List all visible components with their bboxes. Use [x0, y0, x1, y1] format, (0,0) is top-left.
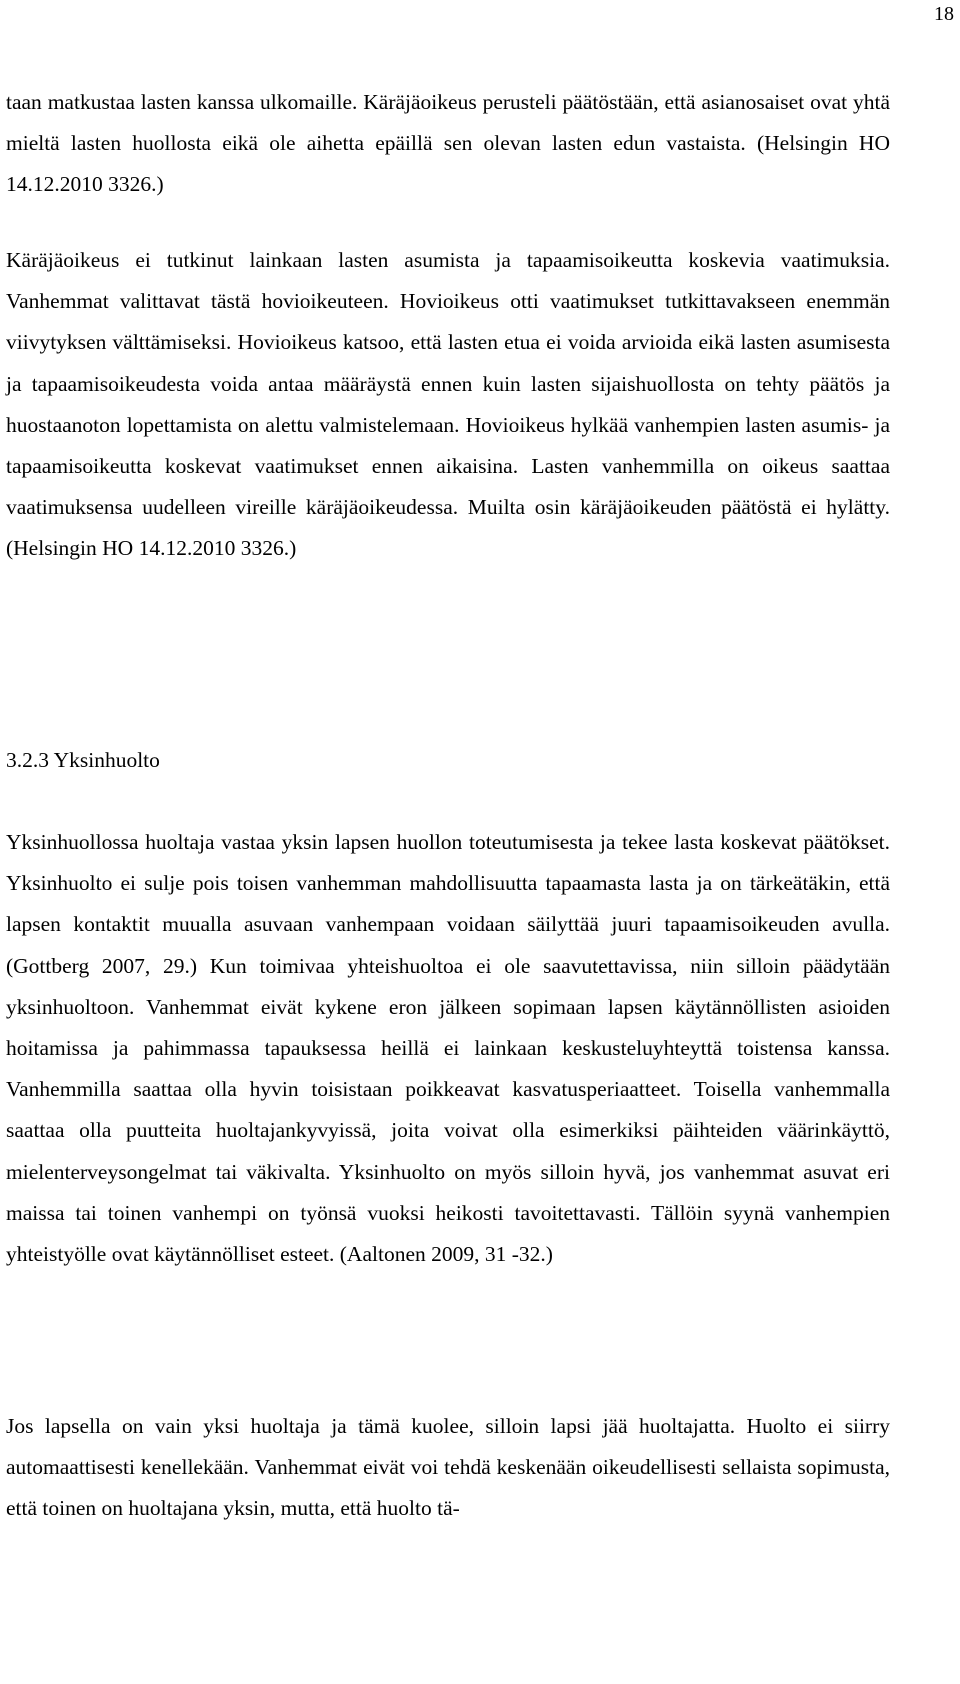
section-heading: 3.2.3 Yksinhuolto: [6, 748, 160, 772]
paragraph-court-decision: taan matkustaa lasten kanssa ulkomaille. Käräjäoikeus perusteli päätöstään, että asianosaiset ovat yhtä mieltä lasten huollosta eikä ole aihetta epäillä sen olevan lasten edun vastaista. (Helsingin HO 14.12.2010 3326.): [6, 90, 890, 197]
page-number: 18: [934, 3, 954, 25]
paragraph-single-guardian: Jos lapsella on vain yksi huoltaja ja tämä kuolee, silloin lapsi jää huoltajatta. Huolto ei siirry automaattisesti kenellekään. Vanhemmat eivät voi tehdä keskenään oikeudellisesti sellaista sopimusta, että toinen on huoltajana yksin, mutta, että huolto tä-: [6, 1414, 890, 1521]
paragraph-sole-custody: Yksinhuollossa huoltaja vastaa yksin lapsen huollon toteutumisesta ja tekee lasta koskevat päätökset. Yksinhuolto ei sulje pois toisen vanhemman mahdollisuutta tapaamasta lasta ja on tärkeätäkin, että lapsen kontaktit muualla asuvaan vanhempaan voidaan säilyttää juuri tapaamisoikeuden avulla. (Gottberg 2007, 29.) Kun toimivaa yhteishuoltoa ei ole saavutettavissa, niin silloin päädytään yksinhuoltoon. Vanhemmat eivät kykene eron jälkeen sopimaan lapsen käytännöllisten asioiden hoitamissa ja pahimmassa tapauksessa heillä ei lainkaan keskusteluyhteyttä toistensa kanssa. Vanhemmilla saattaa olla hyvin toisistaan poikkeavat kasvatusperiaatteet. Toisella vanhemmalla saattaa olla puutteita huoltajankyvyissä, joita voivat olla esimerkiksi päihteiden väärinkäyttö, mielenterveysongelmat tai väkivalta. Yksinhuolto on myös silloin hyvä, jos vanhemmat asuvat eri maissa tai toinen vanhempi on työnsä vuoksi heikosti tavoitettavasti. Tällöin syynä vanhempien yhteistyölle ovat käytännölliset esteet. (Aaltonen 2009, 31 -32.): [6, 830, 890, 1267]
paragraph-appeal: Käräjäoikeus ei tutkinut lainkaan lasten asumista ja tapaamisoikeutta koskevia vaatimuksia. Vanhemmat valittavat tästä hovioikeuteen. Hovioikeus otti vaatimukset tutkittavakseen enemmän viivytyksen välttämiseksi. Hovioikeus katsoo, että lasten etua ei voida arvioida eikä lasten asumisesta ja tapaamisoikeudesta voida antaa määräystä ennen kuin lasten sijaishuollosta on tehty päätös ja huostaanoton lopettamista on alettu valmistelemaan. Hovioikeus hylkää vanhempien lasten asumis- ja tapaamisoikeutta koskevat vaatimukset ennen aikaisina. Lasten vanhemmilla on oikeus saattaa vaatimuksensa uudelleen vireille käräjäoikeudessa. Muilta osin käräjäoikeuden päätöstä ei hylätty. (Helsingin HO 14.12.2010 3326.): [6, 248, 890, 561]
